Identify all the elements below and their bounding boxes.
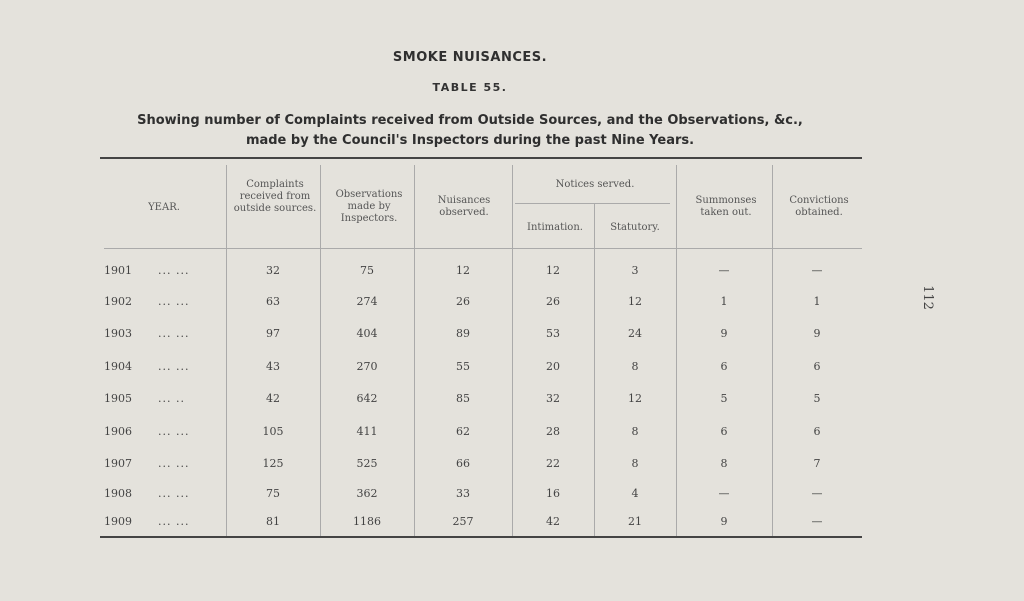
column-rule [676,165,677,537]
summonses-cell: 5 [720,392,728,405]
complaints-cell: 63 [266,295,280,308]
complaints-cell: 81 [266,515,280,528]
column-rule [772,165,773,537]
table-bottom-rule [100,536,862,538]
year-cell: 1901 ... ... [104,264,190,277]
header-year: YEAR. [148,202,180,213]
intimation-cell: 26 [546,295,560,308]
observations-cell: 525 [356,457,378,470]
summonses-cell: 9 [720,515,728,528]
nuisances-cell: 89 [456,327,470,340]
statutory-cell: 21 [628,515,642,528]
column-rule [226,165,227,537]
year-cell: 1908 ... ... [104,487,190,500]
observations-cell: 274 [356,295,378,308]
year-cell: 1907 ... ... [104,457,190,470]
complaints-cell: 97 [266,327,280,340]
nuisances-cell: 66 [456,457,470,470]
header-complaints: Complaints received from outside sources. [233,179,317,214]
intimation-cell: 16 [546,487,560,500]
intimation-cell: 22 [546,457,560,470]
nuisances-cell: 62 [456,425,470,438]
summonses-cell: — [718,264,730,277]
complaints-cell: 43 [266,360,280,373]
summonses-cell: 6 [720,425,728,438]
observations-cell: 411 [356,425,378,438]
header-nuisances: Nuisances observed. [437,195,491,218]
observations-cell: 270 [356,360,378,373]
year-cell: 1906 ... ... [104,425,190,438]
summonses-cell: — [718,487,730,500]
statutory-cell: 4 [631,487,639,500]
page-number: 112 [919,285,935,310]
caption-line-1: Showing number of Complaints received from Outside Sources, and the Observations, &c., [137,113,803,128]
complaints-cell: 75 [266,487,280,500]
statutory-cell: 8 [631,360,639,373]
summonses-cell: 8 [720,457,728,470]
statutory-cell: 3 [631,264,639,277]
statutory-cell: 8 [631,425,639,438]
intimation-cell: 53 [546,327,560,340]
table-caption [100,111,840,151]
summonses-cell: 1 [720,295,728,308]
nuisances-cell: 33 [456,487,470,500]
column-rule [414,165,415,537]
header-notices-served: Notices served. [555,179,635,190]
year-cell: 1903 ... ... [104,327,190,340]
convictions-cell: — [811,487,823,500]
notices-subheader-rule [515,203,670,204]
header-convictions: Convictions obtained. [789,195,849,218]
observations-cell: 75 [360,264,374,277]
intimation-cell: 20 [546,360,560,373]
column-rule [320,165,321,537]
observations-cell: 362 [356,487,378,500]
convictions-cell: — [811,515,823,528]
nuisances-cell: 26 [456,295,470,308]
table-number: TABLE 55. [432,81,508,94]
header-summonses: Summonses taken out. [695,195,757,218]
convictions-cell: — [811,264,823,277]
summonses-cell: 9 [720,327,728,340]
observations-cell: 404 [356,327,378,340]
complaints-cell: 42 [266,392,280,405]
intimation-cell: 28 [546,425,560,438]
year-cell: 1909 ... ... [104,515,190,528]
convictions-cell: 6 [813,425,821,438]
nuisances-cell: 257 [452,515,474,528]
intimation-cell: 12 [546,264,560,277]
nuisances-cell: 85 [456,392,470,405]
nuisances-cell: 12 [456,264,470,277]
convictions-cell: 5 [813,392,821,405]
statutory-cell: 24 [628,327,642,340]
statutory-cell: 12 [628,392,642,405]
header-observations: Observations made by Inspectors. [335,189,403,224]
observations-cell: 642 [356,392,378,405]
intimation-cell: 42 [546,515,560,528]
complaints-cell: 105 [262,425,284,438]
page-title: SMOKE NUISANCES. [392,50,548,65]
caption-line-2: made by the Council's Inspectors during the past Nine Years. [245,133,695,148]
header-statutory: Statutory. [610,222,660,233]
convictions-cell: 6 [813,360,821,373]
header-intimation: Intimation. [527,222,583,233]
convictions-cell: 7 [813,457,821,470]
column-rule [512,165,513,537]
statutory-cell: 8 [631,457,639,470]
year-cell: 1905 ... .. [104,392,185,405]
intimation-cell: 32 [546,392,560,405]
complaints-cell: 32 [266,264,280,277]
statutory-cell: 12 [628,295,642,308]
year-cell: 1902 ... ... [104,295,190,308]
convictions-cell: 9 [813,327,821,340]
complaints-cell: 125 [262,457,284,470]
year-cell: 1904 ... ... [104,360,190,373]
observations-cell: 1186 [353,515,381,528]
convictions-cell: 1 [813,295,821,308]
summonses-cell: 6 [720,360,728,373]
nuisances-cell: 55 [456,360,470,373]
table-top-rule [100,157,862,159]
header-bottom-rule [104,248,862,249]
